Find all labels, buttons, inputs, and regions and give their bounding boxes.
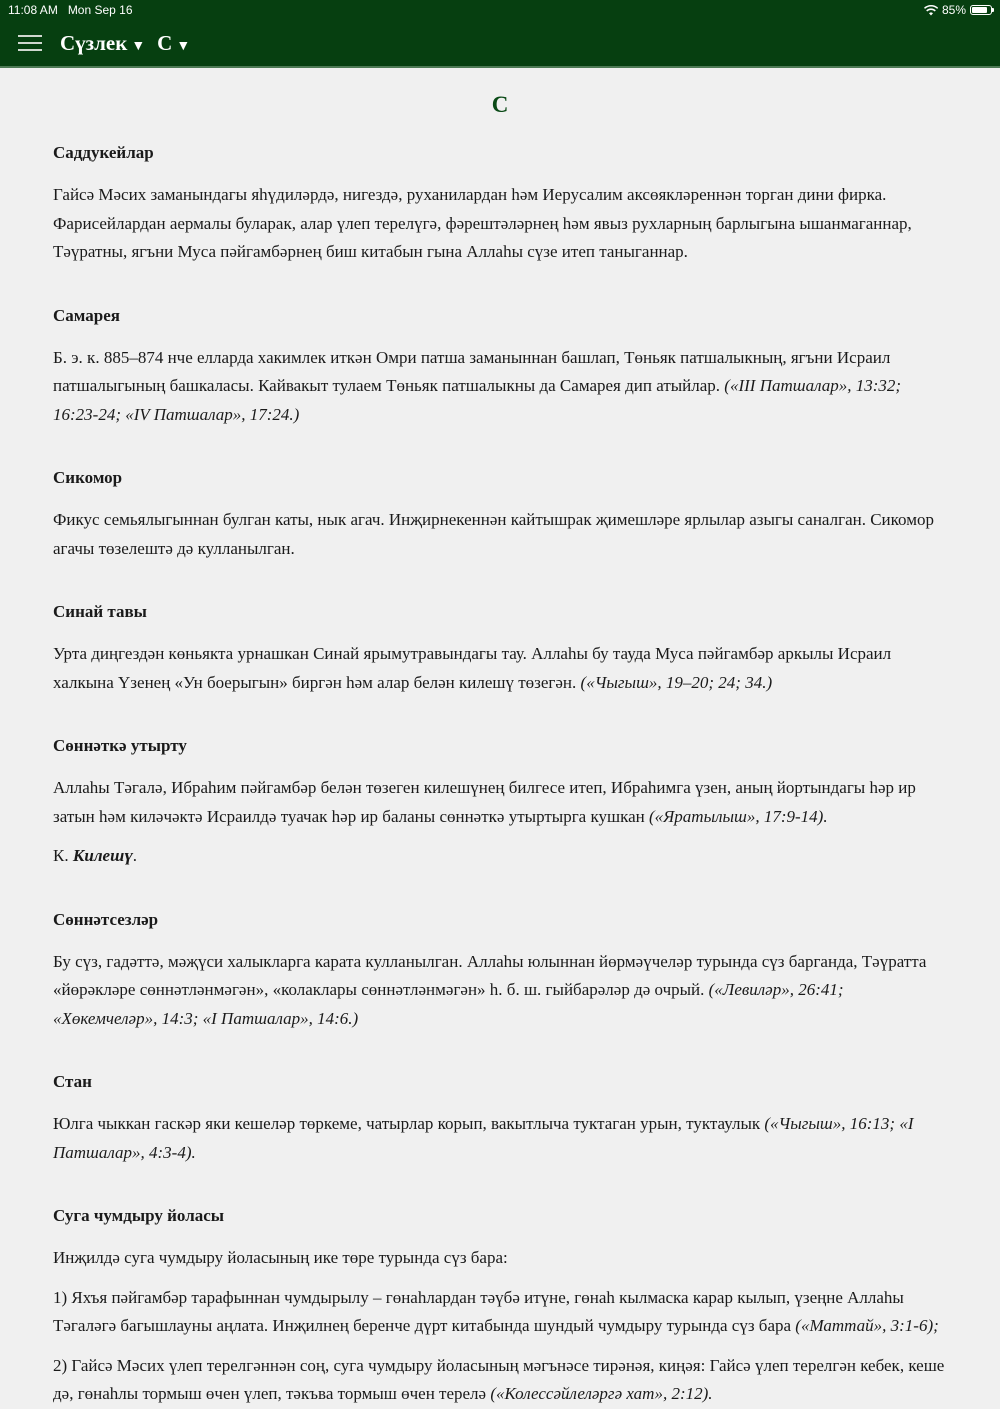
scripture-reference[interactable]: («Маттай», 3:1-6); — [795, 1316, 939, 1335]
scripture-reference[interactable]: («Чыгыш», 19–20; 24; 34.) — [580, 672, 773, 692]
letter-dropdown[interactable] — [157, 31, 190, 56]
glossary-entry — [53, 305, 947, 430]
chevron-down-icon: ▼ — [176, 38, 191, 54]
entry-paragraph — [53, 774, 947, 831]
entry-paragraph — [53, 181, 947, 267]
see-link[interactable]: Килешү — [72, 846, 133, 865]
glossary-entry — [53, 1071, 947, 1167]
wifi-icon — [924, 5, 938, 16]
entry-title: Сөннәтсезләр — [53, 909, 159, 929]
glossary-entry — [53, 735, 947, 871]
menu-icon[interactable] — [18, 35, 42, 51]
scripture-reference[interactable]: («Чыгыш», 16:13; «I Патшалар», 4:3-4). — [53, 1114, 914, 1162]
entry-title: Сикомор — [53, 468, 123, 487]
entry-paragraph — [53, 1284, 947, 1341]
scripture-reference[interactable]: («Левиләр», 26:41; «Хөкемчеләр», 14:3; «I Патшалар», 14:6.) — [53, 980, 844, 1028]
entry-text: Юлга чыккан гаскәр яки кешеләр төркеме, чатырлар корып, вакытлыча туктаган урын, туктаулык — [53, 1114, 761, 1133]
entry-paragraph — [53, 506, 947, 563]
entry-text: Бу сүз, гадәттә, мәҗүси халыкларга карата кулланылган. Аллаһы юлыннан йөрмәүчеләр турында сүз барганда, Тәүратта «йөрәкләре сөннәтләнмәгән», «колаклары сөннәтләнмәгән» һ. б. ш. гыйбарәләр дә очрый. — [53, 951, 927, 999]
status-time: 11:08 AM — [8, 3, 58, 17]
see-prefix: К. — [53, 846, 69, 865]
letter-label: С — [157, 30, 173, 55]
entry-paragraph — [53, 344, 947, 430]
app-header — [0, 0, 1000, 68]
battery-icon — [970, 5, 992, 15]
see-also — [53, 842, 947, 871]
book-label: Сүзлек — [60, 30, 128, 55]
glossary-entry — [53, 909, 947, 1034]
glossary-entry — [53, 467, 947, 563]
entry-title: Стан — [53, 1072, 92, 1091]
entry-paragraph — [53, 948, 947, 1034]
entry-paragraph — [53, 1110, 947, 1167]
glossary-entry — [53, 1205, 947, 1409]
status-date: Mon Sep 16 — [67, 3, 133, 17]
entry-text: 2) Гайсә Мәсих үлеп терелгәннән соң, суга чумдыру йоласының мәгънәсе тирәнәя, киңәя: Гайсә үлеп терелгән кебек, кеше дә, гөнаһлы тормыш өчен үлеп, тәкъва тормыш өчен терелә — [53, 1355, 945, 1403]
book-dropdown[interactable] — [60, 31, 145, 56]
glossary-content — [0, 92, 1000, 1409]
entry-title: Саддукейлар — [53, 143, 154, 162]
entry-text: 1) Яхъя пәйгамбәр тарафыннан чумдырылу – гөнаһлардан тәүбә итүне, гөнаһ кылмаска карар кылып, үзеңне Аллаһы Тәгаләгә багышлауны аңлата. Инҗилнең беренче дүрт китабында шундый чумдыру турында сүз бара — [53, 1287, 904, 1335]
chevron-down-icon: ▼ — [131, 38, 146, 54]
entry-text: Инҗилдә суга чумдыру йоласының ике төре турында сүз бара: — [53, 1248, 508, 1267]
status-bar — [0, 0, 1000, 20]
glossary-entry — [53, 142, 947, 267]
scripture-reference[interactable]: («Яратылыш», 17:9-14). — [648, 806, 828, 826]
entry-text: Гайсә Мәсих заманындагы яһүдиләрдә, нигездә, руханилардан һәм Иерусалим аксөякләреннән торган дини фирка. Фарисейлардан аермалы буларак, алар үлеп терелүгә, фәрештәләрнең һәм явыз рухларның барлыгына ышанмаганнар, Тәүратны, ягъни Муса пәйгамбәрнең биш китабын гына Аллаһы сүзе итеп таныганнар. — [53, 185, 912, 261]
entry-text: Урта диңгездән көньякта урнашкан Синай ярымутравындагы тау. Аллаһы бу тауда Муса пәйгамбәр аркылы Исраил халкына Үзенең «Ун боерыгын» биргән һәм алар белән килешү төзегән. — [53, 644, 892, 692]
entry-text: Фикус семьялыгыннан булган каты, нык агач. Инҗирнекеннән кайтышрак җимешләре ярлылар азыгы саналган. Сикомор агачы төзелештә дә кулланылган. — [53, 510, 934, 558]
entry-text: Б. э. к. 885–874 нче елларда хакимлек иткән Омри патша заманыннан башлап, Төньяк патшалыкның, ягъни Исраил патшалыгының башкаласы. Кайвакыт тулаем Төньяк патшалыкны да Самарея дип атыйлар. — [53, 347, 891, 395]
nav-bar — [0, 20, 1000, 66]
scripture-reference[interactable]: («III Патшалар», 13:32; 16:23-24; «IV Патшалар», 17:24.) — [53, 376, 902, 424]
entry-title: Самарея — [53, 305, 120, 325]
entry-title: Суга чумдыру йоласы — [53, 1206, 225, 1225]
entry-paragraph — [53, 1352, 947, 1409]
entry-text: Аллаһы Тәгалә, Ибраһим пәйгамбәр белән төзеген килешүнең билгесе итеп, Ибраһимга үзен, аның йортындагы һәр ир затын һәм киләчәктә Исраилдә туачак һәр ир баланы сөннәткә утыртырга кушкан — [53, 778, 916, 826]
page-letter-heading: С — [491, 92, 509, 117]
see-suffix: . — [132, 846, 138, 865]
battery-percent: 85% — [941, 3, 966, 17]
entry-title: Синай тавы — [53, 602, 147, 621]
entry-paragraph — [53, 640, 947, 697]
entry-paragraph — [53, 1244, 947, 1273]
glossary-entry — [53, 601, 947, 697]
entry-title: Сөннәткә утырту — [53, 736, 187, 755]
scripture-reference[interactable]: («Колессәйлеләргә хат», 2:12). — [490, 1384, 713, 1403]
